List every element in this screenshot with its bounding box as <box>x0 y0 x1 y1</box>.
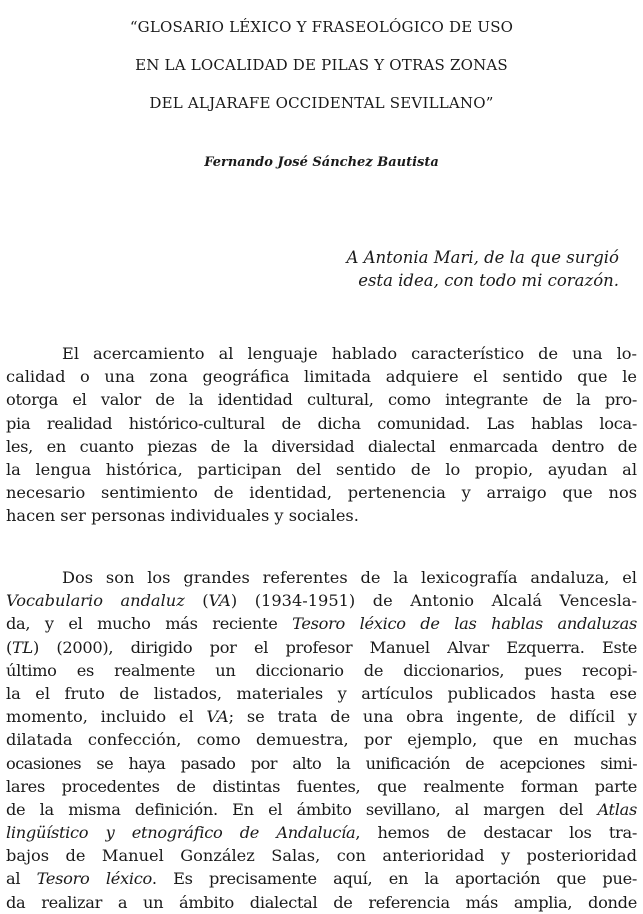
text-fragment: ( <box>6 637 13 657</box>
text-line: hacen ser personas individuales y sociales. <box>6 506 359 526</box>
text-line <box>6 636 637 659</box>
abbreviation: VA <box>206 707 229 727</box>
text-fragment: ) (1934-1951) de Antonio Alcalá Venceslа- <box>230 591 637 611</box>
text-fragment: ) (2000), dirigido por el profesor Manuel Alvar Ezquerra. Este <box>32 637 637 657</box>
text-line: calidad o una zona geográfica limitada adquiere el sentido que le <box>6 367 637 387</box>
text-fragment: ; se trata de una obra ingente, de difícil y <box>228 707 637 727</box>
text-line: dilatada confección, como demuestra, por ejemplo, que en muchas <box>6 730 637 750</box>
book-title: Tesoro léxico de las hablas andaluzas <box>292 614 637 634</box>
text-line <box>6 612 637 635</box>
author-name: Fernando José Sánchez Bautista <box>204 155 439 170</box>
dedication-line: esta idea, con todo mi corazón. <box>358 271 619 290</box>
text-line: da realizar a un ámbito dialectal de referencia más amplia, donde <box>6 892 637 912</box>
paragraph-2 <box>6 566 637 914</box>
dedication-line: A Antonia Mari, de la que surgió <box>346 248 619 267</box>
text-fragment: da, y el mucho más reciente <box>6 614 293 634</box>
paragraph-1 <box>6 342 637 528</box>
text-fragment: . Es precisamente aquí, en la aportación que pue- <box>151 869 638 889</box>
title-line: DEL ALJARAFE OCCIDENTAL SEVILLANO” <box>149 94 494 112</box>
text-line: la lengua histórica, participan del sentido de lo propio, ayudan al <box>6 459 637 479</box>
text-line: El acercamiento al lenguaje hablado característico de una lo- <box>62 344 637 363</box>
title-line: “GLOSARIO LÉXICO Y FRASEOLÓGICO DE USO <box>129 18 514 36</box>
book-title: Tesoro léxico <box>36 869 152 889</box>
text-line: último es realmente un diccionario de diccionarios, pues recopi- <box>6 660 637 680</box>
book-title: Atlas <box>597 799 637 819</box>
text-fragment: ( <box>184 591 209 611</box>
text-line: necesario sentimiento de identidad, pertenencia y arraigo que nos <box>6 483 637 503</box>
text-line <box>6 589 637 612</box>
text-line: les, en cuanto piezas de la diversidad dialectal enmarcada dentro de <box>6 436 637 456</box>
abbreviation: TL <box>12 637 33 657</box>
text-line <box>6 705 637 728</box>
text-line: pia realidad histórico-cultural de dicha comunidad. Las hablas loca- <box>6 413 637 433</box>
text-line <box>6 821 637 844</box>
text-line <box>6 798 637 821</box>
text-line: Dos son los grandes referentes de la lexicografía andaluza, el <box>62 568 637 587</box>
title-line: EN LA LOCALIDAD DE PILAS Y OTRAS ZONAS <box>135 56 508 74</box>
document-title <box>0 8 643 122</box>
dedication <box>346 246 619 292</box>
text-line: bajos de Manuel González Salas, con anterioridad y posterioridad <box>6 846 637 866</box>
text-fragment: de la misma definición. En el ámbito sevillano, al margen del <box>6 799 598 819</box>
text-fragment: , hemos de destacar los tra- <box>355 823 637 843</box>
text-line: otorga el valor de la identidad cultural, como integrante de la pro- <box>6 390 637 410</box>
text-line <box>6 867 637 890</box>
text-fragment: momento, incluido el <box>6 707 207 727</box>
text-line: ocasiones se haya pasado por alto la unificación de acepciones simi- <box>6 753 637 773</box>
text-line: lares procedentes de distintas fuentes, que realmente forman parte <box>6 776 637 796</box>
book-title: lingüístico y etnográfico de Andalucía <box>6 823 356 843</box>
abbreviation: VA <box>208 591 231 611</box>
text-fragment: al <box>6 869 37 889</box>
text-line: la el fruto de listados, materiales y artículos publicados hasta ese <box>6 683 637 703</box>
book-title: Vocabulario andaluz <box>6 591 185 611</box>
